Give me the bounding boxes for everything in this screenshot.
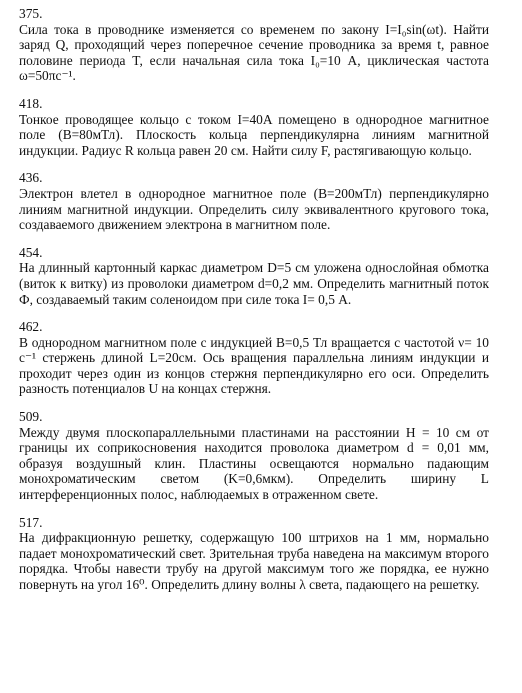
problem-number: 509. [19,409,43,425]
problem-462 [19,319,489,397]
problem-number: 436. [19,170,43,186]
problem-list [19,0,489,593]
problem-418 [19,96,489,158]
problem-number: 418. [19,95,43,111]
problem-509 [19,409,489,503]
problem-number: 375. [19,6,43,21]
problem-text: На длинный картонный каркас диаметром D=5 см уложена однослойная обмотка (виток к витку) из проволоки диаметром d=0,2 мм. Определить магнитный поток Ф, создаваемый таким соленоидом при силе тока I= 0,5 А. [19,260,489,307]
problem-number: 517. [19,514,43,530]
problem-517 [19,515,489,593]
problem-number: 462. [19,319,43,335]
problem-text: Между двумя плоскопараллельными пластинами на расстоянии H = 10 см от границы их соприкосновения находится проволока диаметром d = 0,01 мм, образуя воздушный клин. Пластины освещаются нормально падающим монохроматическим светом (K=0,6мкм). Определить ширину L интерференционных полос, наблюдаемых в отраженном свете. [19,424,489,503]
problem-text: В однородном магнитном поле с индукцией B=0,5 Тл вращается с частотой ν= 10 с⁻¹ стержень длиной L=20см. Ось вращения параллельна линиям индукции и проходит через один из концов стержня перпендикулярно его оси. Определить разность потенциалов U на концах стержня. [19,334,489,397]
problem-text: Сила тока в проводнике изменяется со временем по закону I=I₀sin(ωt). Найти заряд Q, проходящий через поперечное сечение проводника за время t, равное половине периода T, если начальная сила тока I₀=10 А, циклическая частота ω=50πс⁻¹. [19,21,489,84]
problem-375 [19,6,489,84]
problem-text: Электрон влетел в однородное магнитное поле (B=200мТл) перпендикулярно линиям магнитной индукции. Определить силу эквивалентного кругового тока, создаваемого движением электрона в магнитном поле. [19,185,489,233]
problem-454 [19,245,489,307]
problem-text: Тонкое проводящее кольцо с током I=40A помещено в однородное магнитное поле (B=80мТл). Плоскость кольца перпендикулярна линиям магнитной индукции. Радиус R кольца равен 20 см. Найти силу F, растягивающую кольцо. [19,111,489,158]
problem-number: 454. [19,244,43,260]
problem-text: На дифракционную решетку, содержащую 100 штрихов на 1 мм, нормально падает монохроматический свет. Зрительная труба наведена на максимум второго порядка. Чтобы навести трубу на другой максимум того же порядка, ее нужно повернуть на угол 16⁰. Определить длину волны λ света, падающего на решетку. [19,530,489,592]
problem-436 [19,170,489,232]
